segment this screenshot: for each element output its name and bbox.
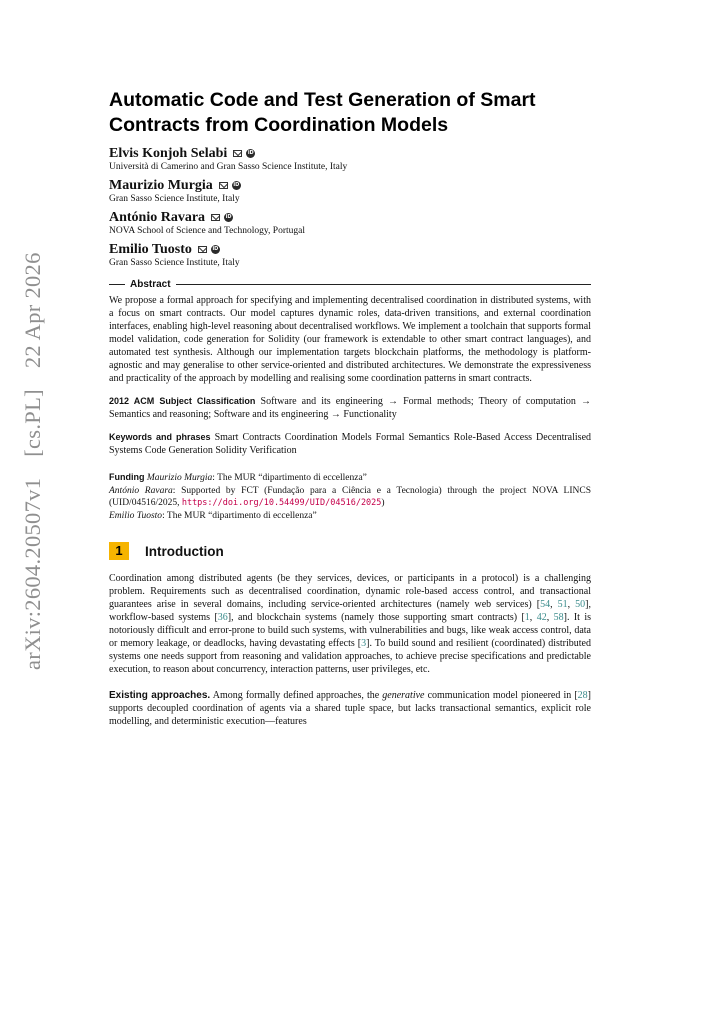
citation-link[interactable]: 54 — [540, 599, 551, 610]
paragraph-heading: Existing approaches. — [109, 690, 211, 701]
funding-section: Funding Maurizio Murgia: The MUR “dipartimento di eccellenza” António Ravara: Supported by FCT (Fundação para a Ciência e a Tecnologia) through the project NOVA LINCS (UID/04516/2025, https://doi.org/10.54499/UID/04516/2025) Emilio Tuosto: The MUR “dipartimento di eccellenza” — [109, 472, 591, 521]
funding-person: Maurizio Murgia — [146, 473, 213, 483]
orcid-icon[interactable]: iD — [233, 182, 240, 188]
author-name: António Ravara — [109, 210, 206, 225]
envelope-icon[interactable] — [211, 214, 220, 221]
funding-person: António Ravara — [109, 485, 173, 496]
abstract-title: Abstract — [130, 279, 171, 290]
citation-link[interactable]: 28 — [577, 690, 588, 701]
citation-link[interactable]: 1 — [524, 612, 530, 623]
citation-link[interactable]: 58 — [553, 612, 564, 623]
orcid-icon[interactable]: iD — [212, 246, 219, 252]
citation-link[interactable]: 42 — [536, 612, 547, 623]
author-name: Maurizio Murgia — [109, 178, 213, 193]
author-affiliation: Gran Sasso Science Institute, Italy — [109, 258, 240, 268]
acm-label: 2012 ACM Subject Classification — [109, 396, 256, 406]
keywords — [109, 431, 591, 457]
orcid-icon[interactable]: iD — [247, 150, 254, 156]
funding-text: : The MUR “dipartimento di eccellenza” — [162, 510, 317, 521]
abstract-text: We propose a formal approach for specifying and implementing decentralised coordination in distributed systems, with a focus on smart contracts. Our model captures dynamic roles, data-driven transitions, and external coordination interfaces, enabling high-level reasoning about decentralised workflows. We implement a toolchain that supports formal model validation, code generation for Solidity (our framework is extendable to other smart contract languages), and automated test synthesis. Although our implementation targets blockchain platforms, the methodology is platform-agnostic and may generalise to other service-oriented and distributed architectures. We demonstrate the expressiveness and practicality of the approach by modelling and realising some coordination patterns in smart contracts. — [109, 295, 591, 384]
citation-link[interactable]: 50 — [575, 599, 586, 610]
author-block — [109, 146, 591, 173]
arxiv-category: [cs.PL] — [20, 389, 45, 457]
citation-link[interactable]: 51 — [557, 599, 568, 610]
keywords-label: Keywords and phrases — [109, 432, 211, 442]
funding-text: : Supported by FCT (Fundação para a Ciência e a Tecnologia) through the project NOVA LINCS (UID/04516/2025, — [109, 485, 591, 508]
funding-person: Emilio Tuosto — [109, 510, 163, 521]
paper-title: Automatic Code and Test Generation of Smart Contracts from Coordination Models — [109, 89, 536, 136]
arxiv-identifier — [20, 237, 46, 670]
author-affiliation: Gran Sasso Science Institute, Italy — [109, 194, 240, 204]
divider — [109, 284, 125, 285]
citation-link[interactable]: 36 — [217, 612, 228, 623]
acm-text: Software and its engineering → Formal methods; Theory of computation → Semantics and reasoning; Software and its engineering → Functionality — [109, 396, 591, 420]
funding-text: : The MUR “dipartimento di eccellenza” — [212, 473, 367, 483]
abstract-heading — [109, 279, 591, 290]
citation-link[interactable]: 3 — [361, 638, 367, 649]
divider — [176, 284, 591, 285]
author-name: Emilio Tuosto — [109, 242, 192, 257]
arxiv-date: 22 Apr 2026 — [20, 252, 45, 369]
funding-label: Funding — [109, 472, 145, 482]
author-affiliation: NOVA School of Science and Technology, Portugal — [109, 226, 305, 236]
author-name: Elvis Konjoh Selabi — [109, 146, 228, 161]
envelope-icon[interactable] — [233, 150, 242, 157]
acm-classification — [109, 395, 591, 421]
envelope-icon[interactable] — [219, 182, 228, 189]
arxiv-id: arXiv:2604.20507v1 — [20, 477, 45, 670]
author-block — [109, 178, 591, 205]
section-heading — [109, 542, 591, 560]
author-block — [109, 210, 591, 237]
keywords-text: Smart Contracts Coordination Models Formal Semantics Role-Based Access Decentralised Systems Code Generation Solidity Verification — [109, 432, 592, 456]
intro-paragraph: Coordination among distributed agents (be they services, devices, or participants in a protocol) is a challenging problem. Requirements such as decentralised coordination, dynamic role-based access control, and transactional guarantees arise in several domains, including service-oriented architectures (namely web services) [54, 51, 50], workflow-based systems [36], and blockchain systems (namely those supporting smart contracts) [1, 42, 58]. It is notoriously difficult and error-prone to build such systems, with vulnerabilities and bugs, like weak access control, data or memory leakage, or deadlocks, having devastating effects [3]. To build sound and resilient (coordinated) distributed systems one needs support from reasoning and validation approaches, to achieve precise specifications and predictable execution, to reason about concurrency, interaction patterns, user privileges, etc. — [109, 573, 592, 675]
section-number: 1 — [109, 542, 129, 560]
doi-link[interactable]: https://doi.org/10.54499/UID/04516/2025 — [181, 498, 382, 508]
author-affiliation: Università di Camerino and Gran Sasso Science Institute, Italy — [109, 162, 348, 172]
orcid-icon[interactable]: iD — [225, 214, 232, 220]
existing-approaches-paragraph: Existing approaches. Among formally defined approaches, the generative communication model pioneered in [28] supports decoupled coordination of agents via a shared tuple space, but lacks transactional semantics, explicit role modelling, and deterministic execution—features — [109, 690, 592, 727]
section-title: Introduction — [145, 543, 224, 559]
author-block — [109, 242, 591, 269]
envelope-icon[interactable] — [198, 246, 207, 253]
paper-page — [109, 88, 591, 728]
